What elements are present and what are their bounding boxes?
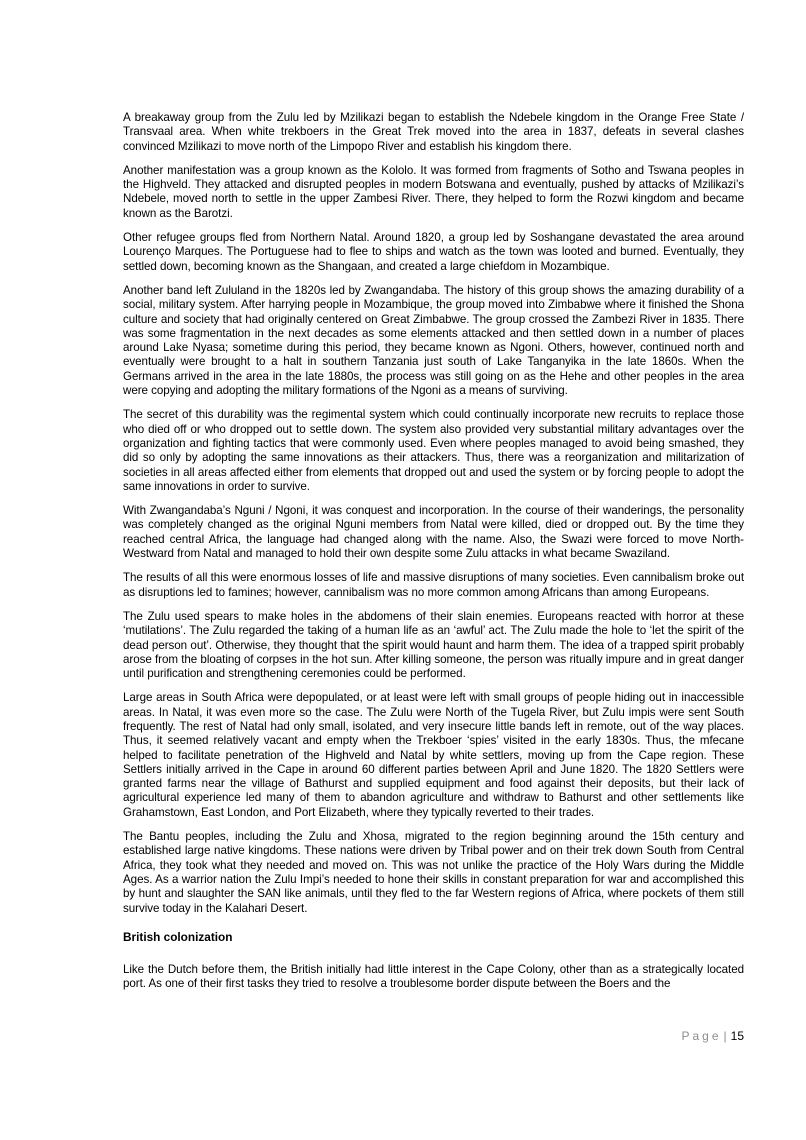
document-body xyxy=(123,111,744,1001)
paragraph-conquest-incorporation: With Zwangandaba’s Nguni / Ngoni, it was conquest and incorporation. In the course of their wanderings, the personality was completely changed as the original Nguni members from Natal were killed, died or dropped out. By the time they reached central Africa, the language had changed along with the name. Also, the Swazi were forced to move North-Westward from Natal and managed to hold their own despite some Zulu attacks in what became Swaziland. xyxy=(123,504,744,561)
paragraph-regimental-system: The secret of this durability was the regimental system which could continually incorporate new recruits to replace those who died off or who dropped out to settle down. The system also provided very substantial military advantages over the organization and fighting tactics that were commonly used. Even where peoples managed to avoid being smashed, they did so only by adopting the same innovations as their attackers. Thus, there was a reorganization and militarization of societies in all areas affected either from elements that dropped out and used the system or by forcing people to adopt the same innovations in order to survive. xyxy=(123,408,744,493)
paragraph-depopulation: Large areas in South Africa were depopulated, or at least were left with small groups of people hiding out in inaccessible areas. In Natal, it was even more so the case. The Zulu were North of the Tugela River, but Zulu impis were sent South frequently. The rest of Natal had only small, isolated, and very insecure little bands left in remote, out of the way places. Thus, it seemed relatively vacant and empty when the Trekboer ‘spies’ visited in the early 1830s. Thus, the mfecane helped to facilitate penetration of the Highveld and Natal by white settlers, moving up from the Cape region. These Settlers initially arrived in the Cape in around 60 different parties between April and June 1820. The 1820 Settlers were granted farms near the village of Bathurst and supplied equipment and food against their deposits, but their lack of agricultural experience led many of them to abandon agriculture and withdraw to Bathurst and other settlements like Grahamstown, East London, and Port Elizabeth, where they typically reverted to their trades. xyxy=(123,691,744,819)
paragraph-zulu-spears: The Zulu used spears to make holes in the abdomens of their slain enemies. Europeans reacted with horror at these ‘mutilations’. The Zulu regarded the taking of a human life as an ‘awful’ act. The Zulu made the hole to ‘let the spirit of the dead person out’. Otherwise, they thought that the spirit would haunt and harm them. The idea of a trapped spirit probably arose from the bloating of corpses in the hot sun. After killing someone, the person was ritually impure and in great danger until purification and strengthening ceremonies could be performed. xyxy=(123,609,744,681)
paragraph-shangaan: Other refugee groups fled from Northern Natal. Around 1820, a group led by Soshangane devastated the area around Lourenço Marques. The Portuguese had to flee to ships and watch as the town was looted and burned. Eventually, they settled down, becoming known as the Shangaan, and created a large chiefdom in Mozambique. xyxy=(123,231,744,273)
section-heading: British colonization xyxy=(123,929,233,944)
paragraph-losses: The results of all this were enormous losses of life and massive disruptions of many societies. Even cannibalism broke out as disruptions led to famines; however, cannibalism was no more common among Africans than among Europeans. xyxy=(123,571,744,599)
footer-page-label: Page xyxy=(681,1029,722,1043)
footer-separator: | xyxy=(723,1029,727,1043)
paragraph-ngoni: Another band left Zululand in the 1820s led by Zwangandaba. The history of this group shows the amazing durability of a social, military system. After harrying people in Mozambique, the group moved into Zimbabwe where it finished the Shona culture and society that had originally centered on Great Zimbabwe. The group crossed the Zambezi River in 1835. There was some fragmentation in the next decades as some elements attacked and then settled down in a number of places around Lake Nyasa; sometime during this period, they became known as Ngoni. Others, however, continued north and eventually were brought to a halt in southern Tanzania just south of Lake Tanganyika in the late 1860s. When the Germans arrived in the area in the late 1880s, the process was still going on as the Hehe and other peoples in the area were copying and adopting the military formations of the Ngoni as a means of surviving. xyxy=(123,283,744,398)
footer-page-number: 15 xyxy=(730,1029,744,1043)
page-footer xyxy=(681,1028,744,1044)
paragraph-ndebele: A breakaway group from the Zulu led by Mzilikazi began to establish the Ndebele kingdom in the Orange Free State / Transvaal area. When white trekboers in the Great Trek moved into the area in 1837, defeats in several clashes convinced Mzilikazi to move north of the Limpopo River and establish his kingdom there. xyxy=(123,111,744,153)
paragraph-british-colonization: Like the Dutch before them, the British initially had little interest in the Cape Colony, other than as a strategically located port. As one of their first tasks they tried to resolve a troublesome border dispute between the Boers and the xyxy=(123,962,744,991)
paragraph-kololo: Another manifestation was a group known as the Kololo. It was formed from fragments of Sotho and Tswana peoples in the Highveld. They attacked and disrupted peoples in modern Botswana and eventually, pushed by attacks of Mzilikazi’s Ndebele, moved north to settle in the upper Zambesi River. There, they helped to form the Rozwi kingdom and became known as the Barotzi. xyxy=(123,163,744,220)
paragraph-bantu-peoples: The Bantu peoples, including the Zulu and Xhosa, migrated to the region beginning around the 15th century and established large native kingdoms. These nations were driven by Tribal power and on their trek down South from Central Africa, they took what they needed and moved on. This was not unlike the practice of the Holy Wars during the Middle Ages. As a warrior nation the Zulu Impi’s needed to hone their skills in constant preparation for war and accomplished this by hunt and slaughter the SAN like animals, until they fled to the far Western regions of Africa, where pockets of them still survive today in the Kalahari Desert. xyxy=(123,830,744,915)
